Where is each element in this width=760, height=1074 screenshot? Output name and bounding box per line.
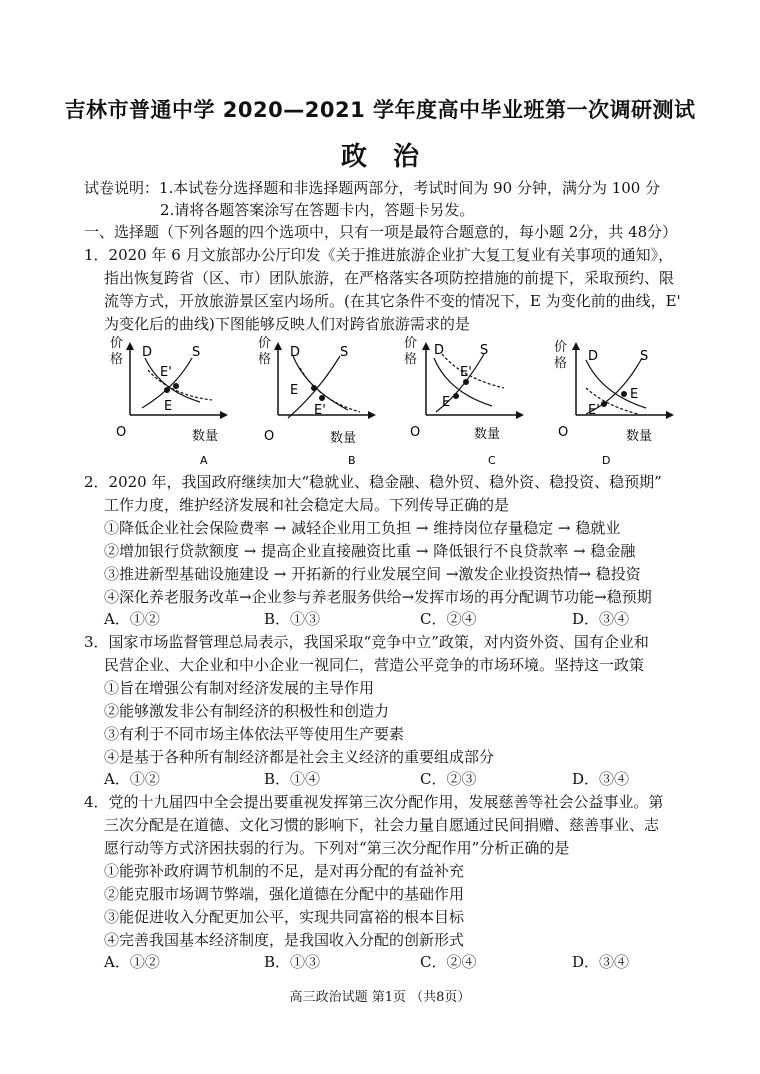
section-heading: 一、选择题（下列各题的四个选项中，只有一项是最符合题意的，每小题 2分，共 48分） [84, 223, 678, 241]
graph-c-e-label: E [442, 395, 451, 410]
q3-item-1: ①旨在增强公有制对经济发展的主导作用 [104, 679, 375, 697]
q4-item-2: ②能克服市场调节弊端，强化道德在分配中的基础作用 [104, 885, 465, 903]
exam-title: 吉林市普通中学 2020—2021 学年度高中毕业班第一次调研测试 [64, 98, 696, 122]
graph-option-b [248, 330, 393, 470]
q1-line-1: 1．2020 年 6 月文旅部办公厅印发《关于推进旅游企业扩大复工复业有关事项的通知》， [84, 246, 674, 264]
q2-option-d[interactable]: D．③④ [572, 610, 630, 628]
graph-b-eprime-label: E' [314, 403, 326, 418]
graph-b-d-label: D [290, 345, 301, 360]
graph-a-price: 价格 [110, 336, 124, 367]
q3-line-1: 3．国家市场监督管理总局表示，我国采取“竞争中立”政策，对内资外资、国有企业和 [84, 633, 649, 651]
q4-line-3: 愿行动等方式济困扶弱的行为。下列对“第三次分配作用”分析正确的是 [104, 839, 570, 857]
q3-item-3: ③有利于不同市场主体依法平等使用生产要素 [104, 725, 405, 743]
graph-c-price: 价格 [404, 336, 418, 367]
q4-item-3: ③能促进收入分配更加公平，实现共同富裕的根本目标 [104, 908, 465, 926]
graph-b-s-label: S [340, 345, 349, 360]
q4-option-b[interactable]: B．①③ [264, 953, 321, 971]
graph-a-quantity: 数量 [192, 429, 219, 444]
graph-b-e-label: E [290, 383, 299, 398]
q4-item-1: ①能弥补政府调节机制的不足，是对再分配的有益补充 [104, 862, 465, 880]
q2-option-a[interactable]: A．①② [104, 610, 160, 628]
instructions-line-1: 试卷说明：1.本试卷分选择题和非选择题两部分，考试时间为 90 分钟，满分为 100 分 [84, 179, 661, 197]
q4-option-a[interactable]: A．①② [104, 953, 160, 971]
graph-d-d-label: D [588, 349, 599, 364]
q2-item-1: ①降低企业社会保险费率 → 减轻企业用工负担 → 维持岗位存量稳定 → 稳就业 [104, 519, 621, 537]
graph-d-origin: O [558, 425, 569, 440]
graph-b-origin: O [264, 429, 275, 444]
subject-heading: 政治 [340, 142, 445, 172]
q3-item-4: ④是基于各种所有制经济都是社会主义经济的重要组成部分 [104, 748, 495, 766]
q3-item-2: ②能够激发非公有制经济的积极性和创造力 [104, 702, 390, 720]
graph-option-c [396, 330, 541, 470]
q1-line-3: 流等方式，开放旅游景区室内场所。(在其它条件不变的情况下，E 为变化前的曲线，E' [104, 292, 681, 310]
q4-option-c[interactable]: C．②④ [420, 953, 477, 971]
graph-a-d-label: D [142, 345, 153, 360]
q2-option-c[interactable]: C．②④ [420, 610, 477, 628]
graph-d-e-label: E [630, 387, 639, 402]
q4-line-2: 三次分配是在道德、文化习惯的影响下，社会力量自愿通过民间捐赠、慈善事业、志 [104, 816, 660, 834]
graph-d-quantity: 数量 [626, 429, 653, 444]
q2-line-2: 工作力度，维护经济发展和社会稳定大局。下列传导正确的是 [104, 496, 510, 514]
graph-d-eprime-label: E' [588, 403, 600, 418]
q2-line-1: 2．2020 年，我国政府继续加大“稳就业、稳金融、稳外贸、稳外资、稳投资、稳预期” [84, 473, 662, 491]
graph-option-a [100, 330, 245, 470]
q4-line-1: 4．党的十九届四中全会提出要重视发挥第三次分配作用，发展慈善等社会公益事业。第 [84, 793, 664, 811]
q4-option-d[interactable]: D．③④ [572, 953, 630, 971]
graph-c-d-label: D [434, 343, 445, 358]
q2-option-b[interactable]: B．①③ [264, 610, 321, 628]
graph-a-origin: O [116, 425, 127, 440]
page-footer: 高三政治试题 第1页 （共8页） [289, 990, 471, 1005]
graph-d-price: 价格 [554, 340, 568, 371]
graph-b-option: B [348, 454, 356, 467]
graph-a-e-label: E [164, 399, 173, 414]
q3-option-d[interactable]: D．③④ [572, 770, 630, 788]
graph-c-quantity: 数量 [474, 427, 501, 442]
graph-c-option: C [488, 454, 496, 467]
graph-a-option: A [200, 454, 208, 467]
q1-line-4: 为变化后的曲线)下图能够反映人们对跨省旅游需求的是 [104, 315, 470, 333]
q2-item-3: ③推进新型基础设施建设 → 开拓新的行业发展空间 →激发企业投资热情→ 稳投资 [104, 565, 641, 583]
q3-line-2: 民营企业、大企业和中小企业一视同仁，营造公平竞争的市场环境。坚持这一政策 [104, 656, 645, 674]
graph-b-price: 价格 [258, 336, 272, 367]
instructions-line-2: 2.请将各题答案涂写在答题卡内，答题卡另发。 [160, 201, 475, 219]
q2-item-4: ④深化养老服务改革→企业参与养老服务供给→发挥市场的再分配调节功能→稳预期 [104, 588, 652, 606]
graph-d-s-label: S [640, 349, 649, 364]
q3-option-a[interactable]: A．①② [104, 770, 160, 788]
graph-c-s-label: S [480, 343, 489, 358]
graph-c-origin: O [410, 425, 421, 440]
graph-c-eprime-label: E' [460, 365, 472, 380]
q3-option-c[interactable]: C．②③ [420, 770, 477, 788]
graph-d-option: D [602, 454, 611, 467]
graph-option-d [546, 330, 691, 470]
q3-option-b[interactable]: B．①④ [264, 770, 321, 788]
q4-item-4: ④完善我国基本经济制度，是我国收入分配的创新形式 [104, 931, 465, 949]
graph-b-quantity: 数量 [330, 431, 357, 446]
graph-a-eprime-label: E' [160, 365, 172, 380]
q1-line-2: 指出恢复跨省（区、市）团队旅游，在严格落实各项防控措施的前提下，采取预约、限 [104, 269, 675, 287]
q2-item-2: ②增加银行贷款额度 → 提高企业直接融资比重 → 降低银行不良贷款率 → 稳金融 [104, 542, 636, 560]
supply-demand-graphs [100, 330, 700, 470]
graph-a-s-label: S [192, 345, 201, 360]
